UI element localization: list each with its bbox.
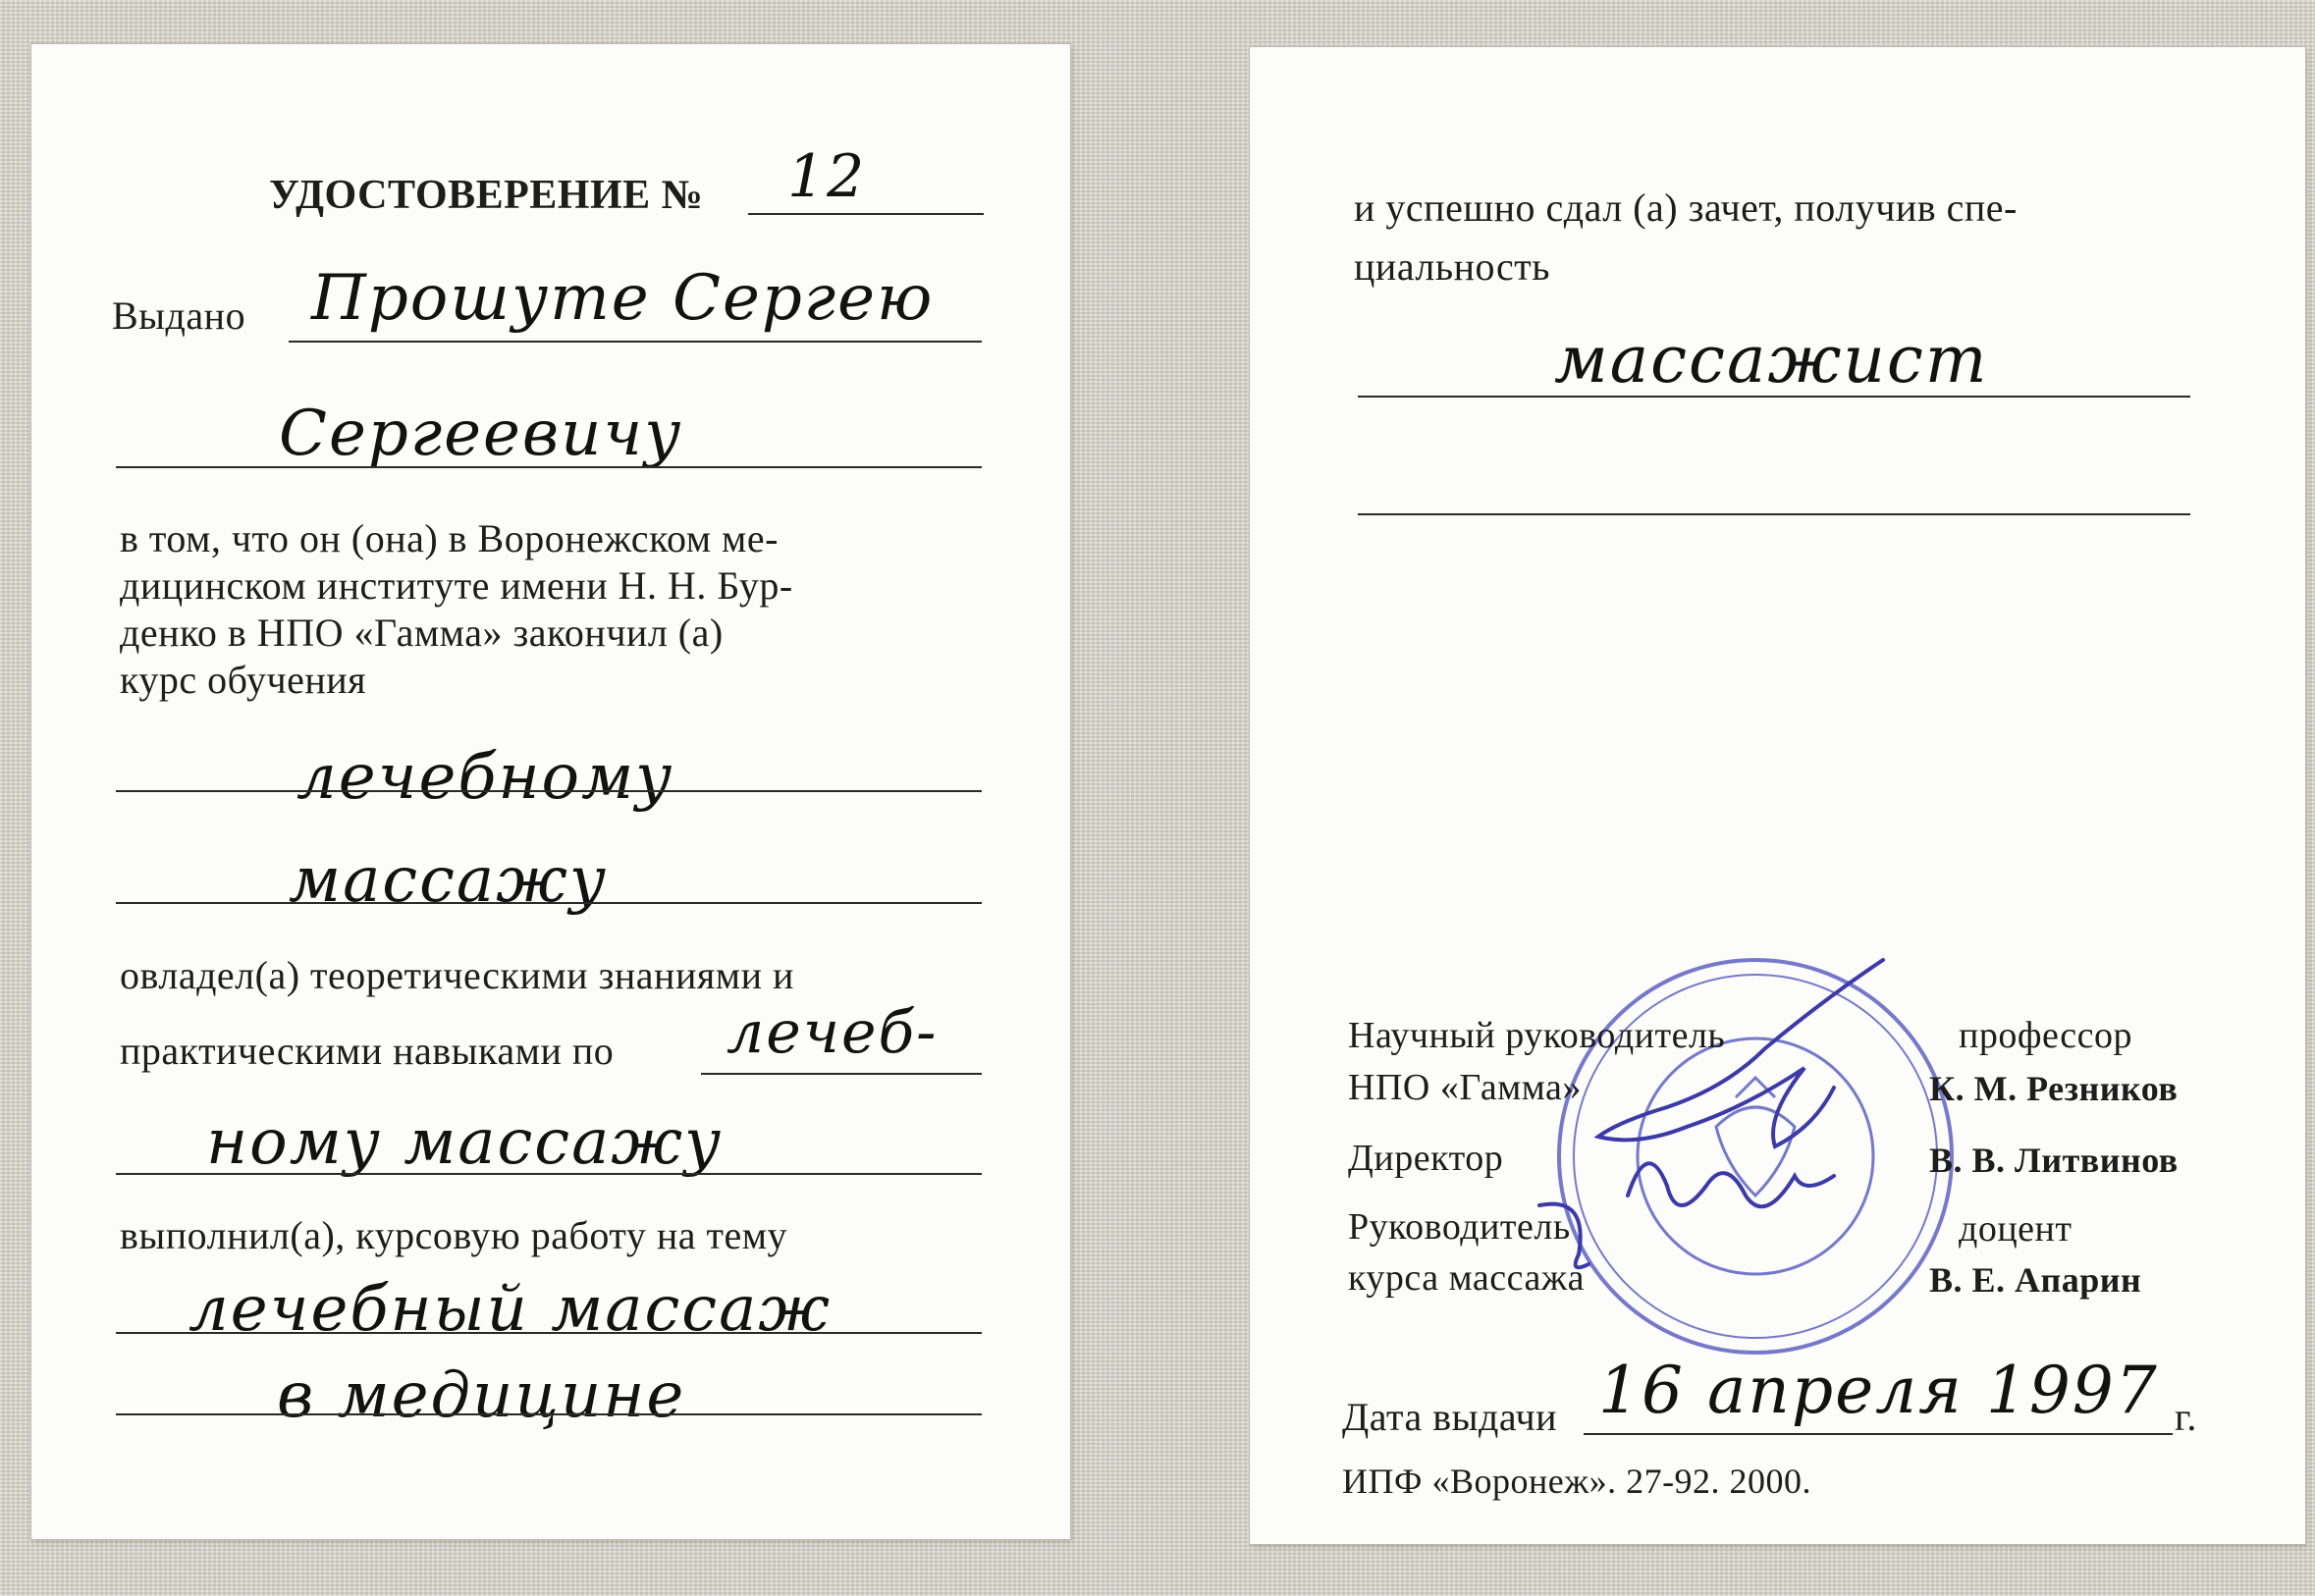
signatory-1-name: К. М. Резников — [1929, 1069, 2179, 1108]
date-line — [1584, 1433, 2173, 1435]
course-line-1 — [116, 790, 982, 792]
signatory-2-name: В. В. Литвинов — [1929, 1141, 2179, 1180]
signatory-1-org: НПО «Гамма» — [1348, 1067, 1582, 1108]
name-line-1 — [289, 341, 982, 343]
topic-line2: в медицине — [277, 1359, 686, 1432]
intro-line2: циальность — [1354, 244, 1550, 289]
course-line2: массажу — [289, 844, 608, 917]
signatory-2-role: Директор — [1348, 1138, 1504, 1179]
topic-line1: лечебный массаж — [188, 1273, 833, 1346]
course-line1: лечебному — [296, 741, 674, 814]
skills-line-1 — [701, 1073, 982, 1075]
holder-name-line2: Сергеевичу — [279, 398, 683, 470]
number-line — [748, 213, 984, 215]
signatory-3-title: доцент — [1959, 1208, 2073, 1250]
skills-line-2 — [116, 1173, 982, 1175]
right-page — [1250, 47, 2305, 1544]
body-line-3: денко в НПО «Гамма» закончил (а) — [120, 611, 724, 655]
signatory-1-role: Научный руководитель — [1348, 1015, 1726, 1056]
signatory-3-course: курса массажа — [1348, 1257, 1585, 1299]
signatory-1-title: профессор — [1959, 1015, 2133, 1056]
body-line-2: дицинском институте имени Н. Н. Бур- — [120, 563, 793, 608]
course-line-2 — [116, 902, 982, 904]
topic-rule-1 — [116, 1332, 982, 1334]
body-line-1: в том, что он (она) в Воронежском ме- — [120, 516, 779, 560]
left-page — [31, 44, 1070, 1539]
specialty-line-1 — [1358, 396, 2190, 398]
signatory-3-role: Руководитель — [1348, 1206, 1571, 1248]
date-suffix: г. — [2175, 1395, 2197, 1439]
body-line-4: курс обучения — [120, 658, 367, 702]
certificate-number: 12 — [787, 142, 867, 211]
imprint: ИПФ «Воронеж». 27-92. 2000. — [1342, 1462, 1812, 1501]
work-label: выполнил(а), курсовую работу на тему — [120, 1213, 788, 1257]
signatory-3-name: В. Е. Апарин — [1929, 1260, 2142, 1300]
signature-marks — [1539, 960, 1883, 1267]
intro-line1: и успешно сдал (а) зачет, получив спе- — [1354, 186, 2018, 230]
holder-name-line1: Прошуте Сергею — [311, 262, 935, 335]
skills-hw-2: ному массажу — [206, 1106, 724, 1179]
certificate-title: УДОСТОВЕРЕНИЕ № — [269, 173, 704, 218]
mastered-line1: овладел(а) теоретическими знаниями и — [120, 953, 794, 997]
date-value: 16 апреля 1997 — [1598, 1353, 2159, 1428]
specialty-value: массажист — [1554, 322, 1989, 398]
name-line-2 — [116, 466, 982, 468]
topic-rule-2 — [116, 1413, 982, 1415]
specialty-line-2 — [1358, 513, 2190, 515]
issued-label: Выдано — [112, 293, 246, 338]
skills-hw-1: лечеб- — [727, 998, 939, 1067]
mastered-line2: практическими навыками по — [120, 1029, 615, 1073]
date-label: Дата выдачи — [1342, 1395, 1558, 1439]
